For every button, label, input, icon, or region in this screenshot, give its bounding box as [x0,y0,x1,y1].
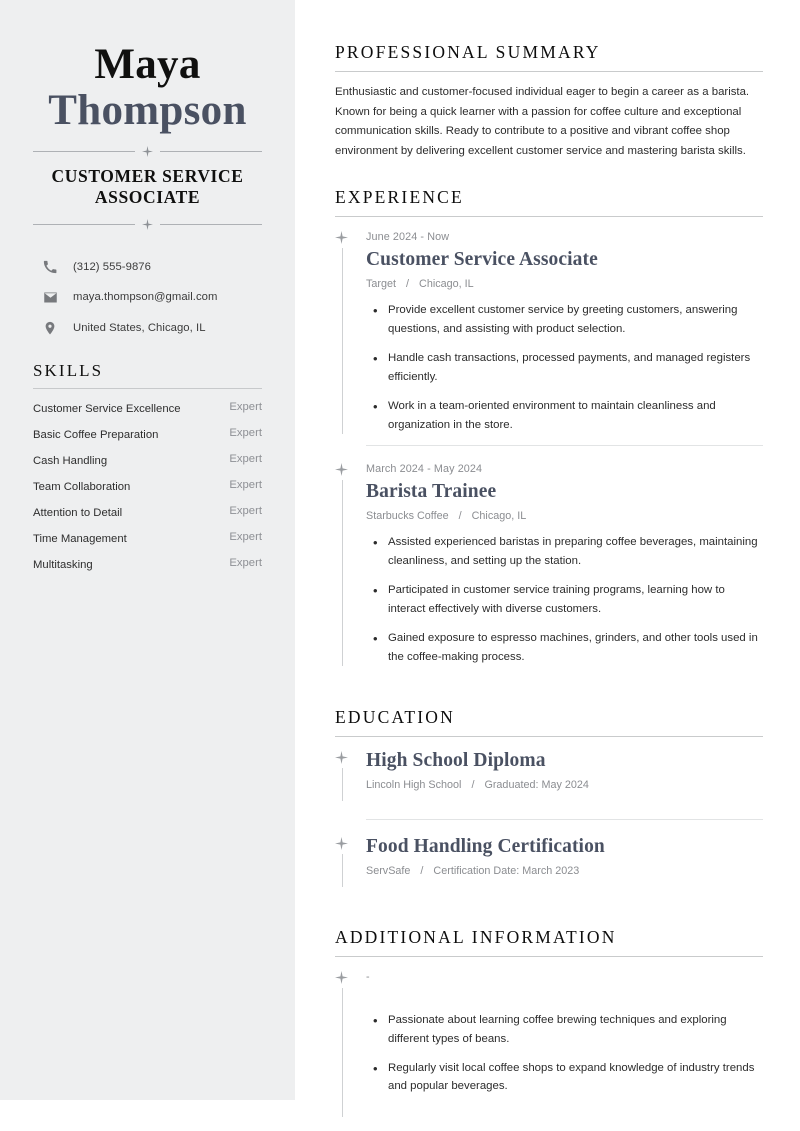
sidebar [0,0,295,1100]
divider-rule-left [33,151,135,152]
bullet-item: • Participated in customer service training programs, learning how to interact effectively with diverse customers. [366,581,763,618]
email-value: maya.thompson@gmail.com [73,291,218,304]
timeline-line [342,480,343,666]
bullet-item: • Passionate about learning coffee brewing techniques and exploring different types of beans. [366,1011,763,1048]
skill-item [33,505,262,521]
section-title: EDUCATION [335,707,455,728]
bullet-item: • Regularly visit local coffee shops to expand knowledge of industry trends and popular beverages. [366,1059,763,1096]
section-rule [335,956,763,957]
bullet-item: • Gained exposure to espresso machines, grinders, and other tools used in the coffee-making process. [366,629,763,666]
experience-meta [366,278,763,290]
contact-list [33,260,262,335]
skill-name: Cash Handling [33,454,108,467]
skill-item [33,557,262,573]
email-icon [43,290,61,305]
skill-level: Expert [229,452,262,465]
skill-name: Customer Service Excellence [33,402,181,415]
summary-text: Enthusiastic and customer-focused individual eager to begin a career as a barista. Known for being a quick learner with a passion for coffee culture and exceptional communication skills. Ready to contribute to a positive and vibrant coffee shop environment by delivering excellent customer service and mastering barista skills. [335,86,750,157]
bullet-item: • Assisted experienced baristas in preparing coffee beverages, maintaining cleanliness, and setting up the station. [366,533,763,570]
education-institution: ServSafe [366,865,411,878]
last-name: Thompson [48,87,247,135]
sparkle-icon [335,971,348,984]
experience-timeline [335,230,763,666]
sparkle-icon [142,146,153,157]
bullet-item: • Provide excellent customer service by greeting customers, answering questions, and assisting with product selection. [366,301,763,338]
first-name: Maya [94,41,201,88]
section-professional-summary [335,42,763,161]
experience-meta [366,510,763,522]
phone-icon [43,260,61,274]
skill-level: Expert [229,478,262,491]
section-education [335,707,763,887]
experience-bullets [366,301,763,434]
skill-name: Team Collaboration [33,480,131,493]
timeline-line [342,248,343,434]
section-rule [335,736,763,737]
section-experience [335,187,763,666]
experience-location: Chicago, IL [471,510,527,523]
meta-separator: / [406,278,410,291]
ornament-divider-bottom [33,219,262,230]
skills-list [33,401,262,573]
ornament-divider-top [33,146,262,157]
skill-level: Expert [229,556,262,569]
section-spacer [335,677,763,707]
sparkle-icon [335,463,348,476]
sidebar-job-title: CUSTOMER SERVICE ASSOCIATE [51,166,244,207]
entry-divider [366,445,763,446]
sparkle-icon [335,751,348,764]
experience-entry [335,462,763,666]
meta-separator: / [471,779,475,792]
skills-section-rule [33,388,262,389]
education-detail: Graduated: May 2024 [484,779,589,792]
education-detail: Certification Date: March 2023 [433,865,580,878]
experience-location: Chicago, IL [419,278,474,291]
education-entry [335,836,763,887]
skill-item [33,427,262,443]
additional-timeline [335,970,763,1117]
experience-entry [335,230,763,434]
section-rule [335,71,763,72]
education-entry [335,750,763,801]
education-degree: Food Handling Certification [366,836,605,858]
experience-company: Starbucks Coffee [366,510,449,523]
contact-item-email[interactable] [43,290,262,305]
experience-bullets [366,533,763,666]
skill-level: Expert [229,426,262,439]
timeline-line [342,854,343,887]
divider-rule-right [160,224,262,225]
timeline-line [342,988,343,1117]
experience-company: Target [366,278,397,291]
phone-value: (312) 555-9876 [73,260,151,273]
skills-section-title: SKILLS [33,360,104,380]
main-content [295,0,800,1131]
meta-separator: / [458,510,462,523]
additional-entry [335,970,763,1117]
section-title: PROFESSIONAL SUMMARY [335,42,601,62]
skill-name: Multitasking [33,558,93,571]
experience-role: Barista Trainee [366,481,497,503]
section-title: EXPERIENCE [335,187,464,208]
location-value: United States, Chicago, IL [73,321,206,334]
skill-name: Attention to Detail [33,506,123,519]
section-rule [335,216,763,217]
sparkle-icon [335,231,348,244]
name-block [33,42,262,135]
location-pin-icon [43,321,61,335]
bullet-item: • Handle cash transactions, processed payments, and managed registers efficiently. [366,349,763,386]
contact-item-phone[interactable] [43,260,262,274]
education-meta [366,865,763,877]
divider-rule-left [33,224,135,225]
additional-placeholder: - [366,971,370,984]
experience-role: Customer Service Associate [366,249,598,271]
education-institution: Lincoln High School [366,779,462,792]
contact-item-location[interactable] [43,321,262,335]
skill-name: Basic Coffee Preparation [33,428,159,441]
skill-name: Time Management [33,532,127,545]
timeline-line [342,768,343,801]
sparkle-icon [142,219,153,230]
additional-bullets [366,1011,763,1096]
skill-level: Expert [229,400,262,413]
entry-divider [366,819,763,820]
skill-level: Expert [229,504,262,517]
section-additional-information [335,927,763,1117]
skill-item [33,453,262,469]
skill-item [33,479,262,495]
education-degree: High School Diploma [366,750,546,772]
meta-separator: / [420,865,424,878]
skill-level: Expert [229,530,262,543]
education-timeline [335,750,763,887]
experience-date: March 2024 - May 2024 [366,463,483,476]
bullet-item: • Work in a team-oriented environment to maintain cleanliness and organization in the store. [366,397,763,434]
divider-rule-right [160,151,262,152]
sparkle-icon [335,837,348,850]
section-spacer [335,891,763,927]
section-title: ADDITIONAL INFORMATION [335,927,617,948]
education-meta [366,779,763,791]
experience-date: June 2024 - Now [366,231,450,244]
skill-item [33,531,262,547]
skill-item [33,401,262,417]
